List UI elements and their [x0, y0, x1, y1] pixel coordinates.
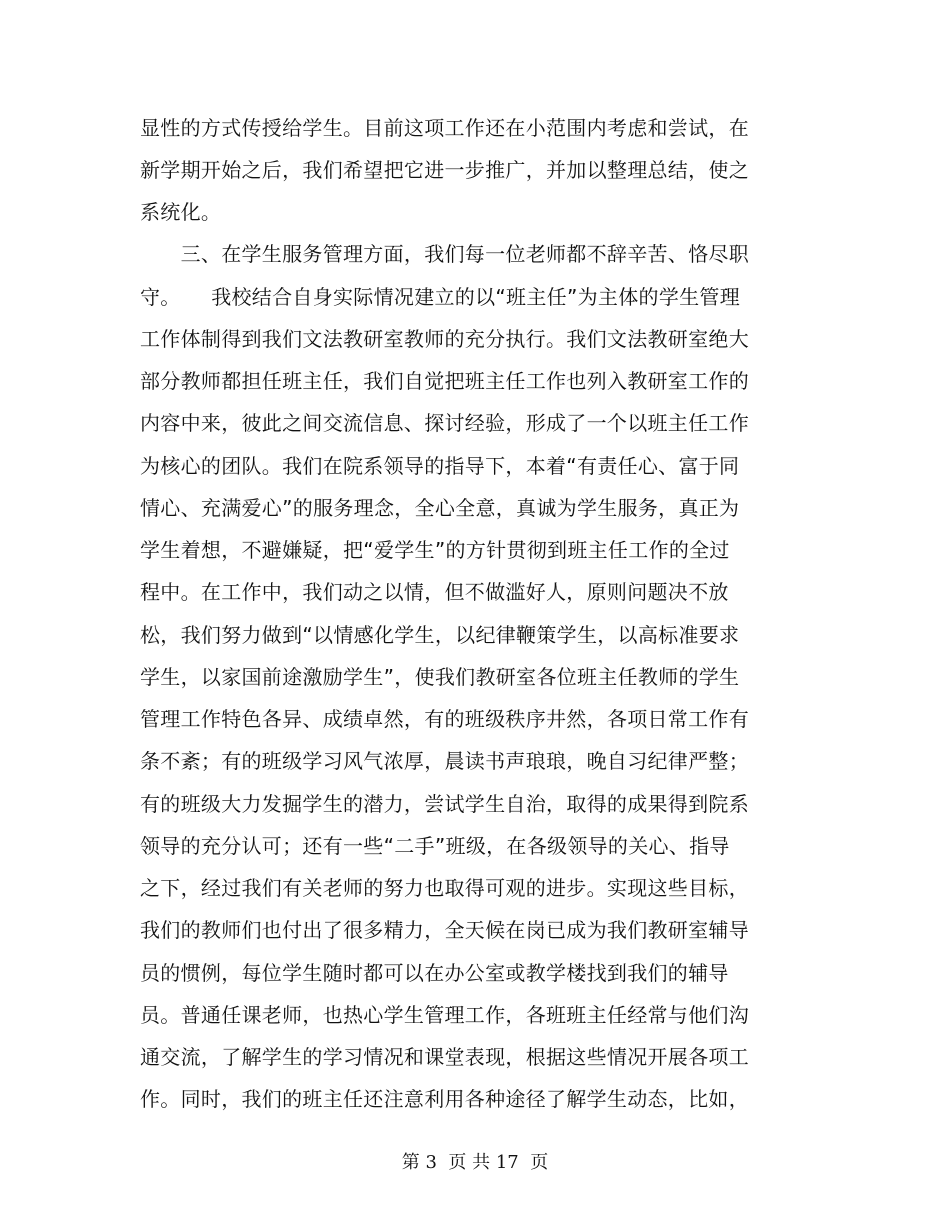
page-number-footer: 第 3 页 共 17 页 [401, 1152, 549, 1173]
body-line: 领导的充分认可；还有一些“二手”班级，在各级领导的关心、指导 [140, 834, 730, 858]
body-line: 显性的方式传授给学生。目前这项工作还在小范围内考虑和尝试，在 [140, 116, 749, 140]
body-line: 条不紊；有的班级学习风气浓厚，晨读书声琅琅，晚自习纪律严整； [140, 749, 749, 773]
body-line: 工作体制得到我们文法教研室教师的充分执行。我们文法教研室绝大 [140, 327, 749, 351]
body-line: 三、在学生服务管理方面，我们每一位老师都不辞辛苦、恪尽职 [140, 242, 749, 266]
body-line: 我们的教师们也付出了很多精力，全天候在岗已成为我们教研室辅导 [140, 918, 749, 942]
body-line: 学生着想，不避嫌疑，把“爱学生”的方针贯彻到班主任工作的全过 [140, 538, 730, 562]
body-line: 员的惯例，每位学生随时都可以在办公室或教学楼找到我们的辅导 [140, 961, 729, 985]
body-line: 管理工作特色各异、成绩卓然，有的班级秩序井然，各项日常工作有 [140, 707, 749, 731]
body-line: 内容中来，彼此之间交流信息、探讨经验，形成了一个以班主任工作 [140, 411, 749, 435]
body-line: 新学期开始之后，我们希望把它进一步推广，并加以整理总结，使之 [140, 158, 749, 182]
body-line: 员。普通任课老师，也热心学生管理工作，各班班主任经常与他们沟 [140, 1003, 749, 1027]
body-line: 通交流，了解学生的学习情况和课堂表现，根据这些情况开展各项工 [140, 1045, 749, 1069]
body-line: 为核心的团队。我们在院系领导的指导下，本着“有责任心、富于同 [140, 454, 740, 478]
body-line: 之下，经过我们有关老师的努力也取得可观的进步。实现这些目标， [140, 876, 749, 900]
body-line: 学生，以家国前途激励学生”，使我们教研室各位班主任教师的学生 [140, 665, 740, 689]
body-line: 守。 我校结合自身实际情况建立的以“班主任”为主体的学生管理 [140, 285, 741, 309]
body-line: 情心、充满爱心”的服务理念，全心全意，真诚为学生服务，真正为 [140, 496, 740, 520]
body-line: 程中。在工作中，我们动之以情，但不做滥好人，原则问题决不放 [140, 580, 729, 604]
body-line: 部分教师都担任班主任，我们自觉把班主任工作也列入教研室工作的 [140, 369, 749, 393]
body-line: 作。同时，我们的班主任还注意利用各种途径了解学生动态，比如， [140, 1087, 749, 1111]
body-line: 有的班级大力发掘学生的潜力，尝试学生自治，取得的成果得到院系 [140, 792, 749, 816]
body-line: 松，我们努力做到“以情感化学生，以纪律鞭策学生，以高标准要求 [140, 623, 740, 647]
body-line: 系统化。 [140, 200, 222, 224]
